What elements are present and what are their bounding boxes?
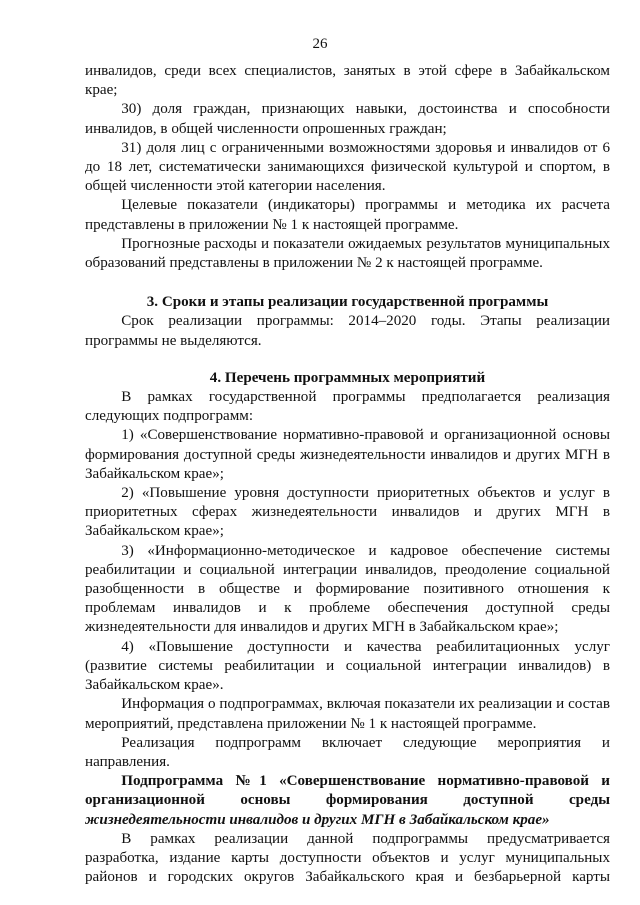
paragraph: Информация о подпрограммах, включая показатели их реализации и состав мероприятий, представлена приложении № 1 к настоящей программе. xyxy=(85,696,610,732)
subprogram-title xyxy=(85,772,610,830)
paragraph: Целевые показатели (индикаторы) программы и методика их расчета представлены в приложении № 1 к настоящей программе. xyxy=(85,197,610,233)
subprogram-title-italic: жизнедеятельности инвалидов и других МГН в Забайкальском крае» xyxy=(85,811,550,828)
paragraph: 31) доля лиц с ограниченными возможностями здоровья и инвалидов от 6 до 18 лет, систематически занимающихся физической культурой и спортом, в общей численности этой категории населения. xyxy=(85,139,610,195)
list-item: 3) «Информационно-методическое и кадровое обеспечение системы реабилитации и социальной интеграции инвалидов, преодоление социальной разобщенности в обществе и формирование позитивного отношения к проблемам инвалидов и к проблеме обеспечения доступной среды жизнедеятельности для инвалидов и других МГН в Забайкальском крае»; xyxy=(85,542,610,636)
paragraph: В рамках государственной программы предполагается реализация следующих подпрограмм: xyxy=(85,389,610,425)
list-item: 2) «Повышение уровня доступности приоритетных объектов и услуг в приоритетных сферах жизнедеятельности инвалидов и других МГН в Забайкальском крае»; xyxy=(85,485,610,540)
paragraph: Срок реализации программы: 2014–2020 годы. Этапы реализации программы не выделяются. xyxy=(85,313,610,349)
paragraph: инвалидов, среди всех специалистов, занятых в этой сфере в Забайкальском крае; xyxy=(85,63,610,99)
list-item: 1) «Совершенствование нормативно-правовой и организационной основы формирования доступной среды жизнедеятельности инвалидов и других МГН в Забайкальском крае»; xyxy=(85,427,610,482)
paragraph: Прогнозные расходы и показатели ожидаемых результатов муниципальных образований представлены в приложении № 2 к настоящей программе. xyxy=(85,235,610,272)
list-item: 4) «Повышение доступности и качества реабилитационных услуг (развитие системы реабилитации и социальной интеграции инвалидов) в Забайкальском крае». xyxy=(85,638,610,694)
paragraph: В рамках реализации данной подпрограммы предусматривается разработка, издание карты доступности объектов и услуг муниципальных районов и городских округов Забайкальского края и безбарьерной карты xyxy=(85,830,610,886)
paragraph: Реализация подпрограмм включает следующие мероприятия и направления. xyxy=(85,734,610,770)
subprogram-title-bold: Подпрограмма №1 «Совершенствование нормативно-правовой и организационной основы формирования доступной среды xyxy=(85,773,610,809)
section-heading-3: 3. Сроки и этапы реализации государственной программы xyxy=(146,294,549,311)
page-number: 26 xyxy=(312,36,328,52)
paragraph: 30) доля граждан, признающих навыки, достоинства и способности инвалидов, в общей численности опрошенных граждан; xyxy=(85,101,610,137)
document-body xyxy=(85,62,610,887)
section-heading-4: 4. Перечень программных мероприятий xyxy=(209,369,486,386)
